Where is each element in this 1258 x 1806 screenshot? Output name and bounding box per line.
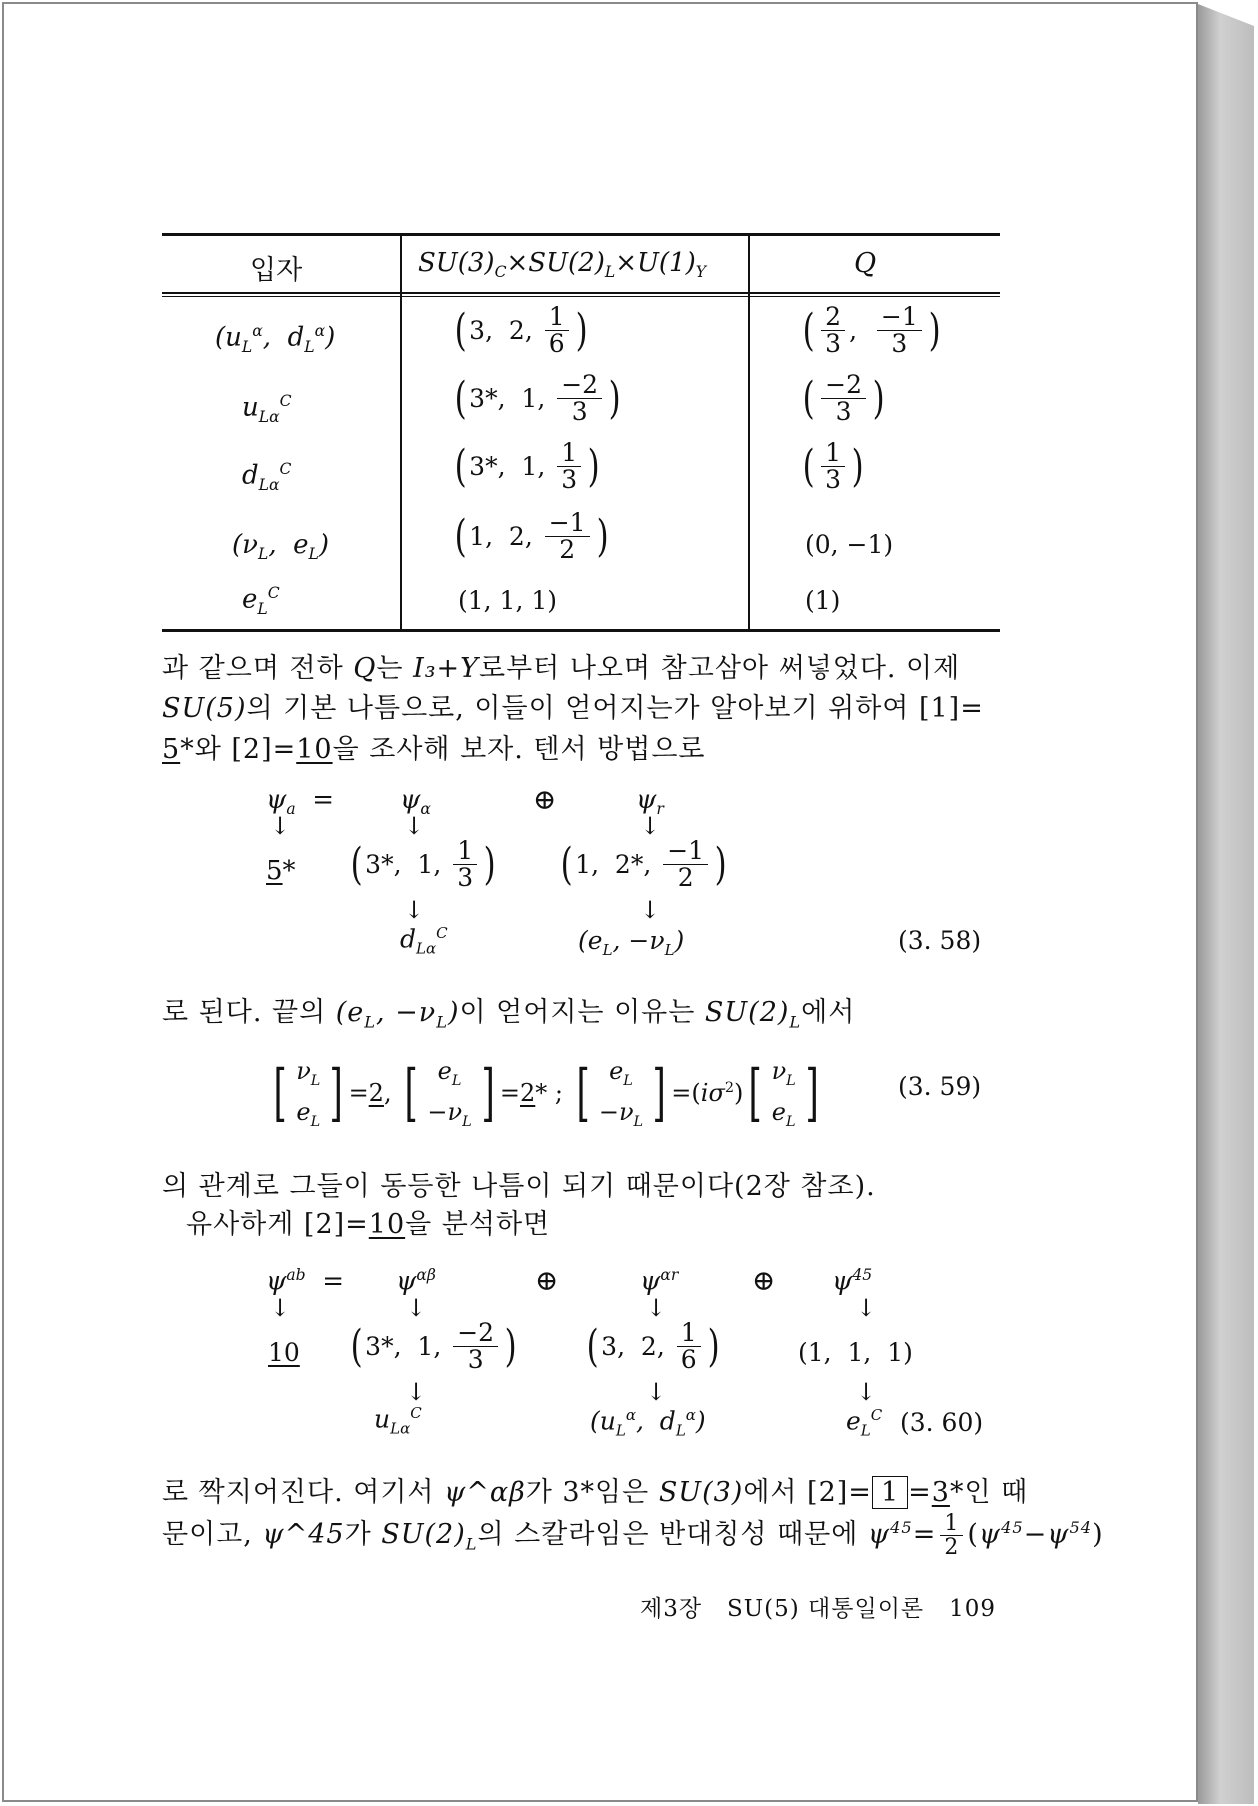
equation-3-59: [ $\nu_L$ $e_L$ ] =2, [ $e_L$ $-\nu_L$ ] =2* ; [ $e_L$ $-\nu_L$ ] $=(i\sigma^2)$ [ $\nu_L$ $e_L$ ] <box>273 1055 819 1130</box>
table-col-divider-2 <box>748 236 750 629</box>
footer-chapter: 제3장 <box>640 1596 703 1622</box>
rep-lepton-doublet: ( 1 , 2 , $\frac{-1}{2}$ ) <box>454 508 609 565</box>
paragraph-2: 로 된다. 끝의 ($e_L$, $-\nu_L$)이 얻어지는 이유는 $SU(2)_L$에서 <box>162 997 856 1032</box>
equation-number-3-58: (3. 58) <box>898 926 982 955</box>
paragraph-4: 유사하게 [2]=10을 분석하면 <box>186 1209 551 1240</box>
charge-lepton-doublet: (0, −1) <box>805 530 894 559</box>
rep-positron: (1, 1, 1) <box>458 586 558 615</box>
charge-quark-doublet: ( $\frac{2}{3}$ , $\frac{-1}{3}$ ) <box>802 302 941 359</box>
particle-positron: $e_L^C$ <box>242 584 280 618</box>
paragraph-5-line-2: 문이고, ψ^45가 $SU(2)_L$의 스칼라임은 반대칭성 때문에 $\psi^{45}=$ $\frac{1}{2}$ $(\psi^{45}-\psi^{54})$ <box>162 1511 1104 1561</box>
page-footer <box>640 1590 996 1623</box>
footer-title: SU(5) 대통일이론 <box>727 1596 925 1622</box>
header-symmetry: $SU(3)_C\times SU(2)_L\times U(1)_Y$ <box>418 248 707 282</box>
header-charge: Q <box>854 248 877 279</box>
paragraph-5-line-1: 로 짝지어진다. 여기서 ψ^αβ가 3*임은 SU(3)에서 [2]= 1 =3*인 때 <box>162 1477 1029 1508</box>
paragraph-1-line-2: SU(5)의 기본 나틈으로, 이들이 얻어지는가 알아보기 위하여 [1]= <box>162 693 984 724</box>
charge-positron: (1) <box>805 586 841 615</box>
table-col-divider-1 <box>400 236 402 629</box>
page-edge <box>1198 4 1254 1804</box>
paragraph-1-line-1: 과 같으며 전하 Q는 I₃+Y로부터 나오며 참고삼아 써넣었다. 이제 <box>162 653 961 684</box>
rep-down-antiquark: ( 3* , 1 , $\frac{1}{3}$ ) <box>454 438 600 495</box>
particle-lepton-doublet: ($\nu_L$, $e_L$) <box>232 530 330 564</box>
paragraph-1-line-3: 5*와 [2]=10을 조사해 보자. 텐서 방법으로 <box>162 734 706 765</box>
charge-down-antiquark: ( $\frac{1}{3}$ ) <box>802 438 864 495</box>
equation-number-3-60: (3. 60) <box>900 1408 984 1437</box>
header-particle: 입자 <box>250 255 303 286</box>
particle-quark-doublet: ($u_L^\alpha$, $d_L^\alpha$) <box>215 322 336 356</box>
particle-down-antiquark: $d_{L\alpha}^C$ <box>242 460 292 494</box>
rep-up-antiquark: ( 3* , 1 , $\frac{-2}{3}$ ) <box>454 370 621 427</box>
page-number: 109 <box>949 1596 996 1622</box>
equation-number-3-59: (3. 59) <box>898 1072 982 1101</box>
table-bottom-rule <box>162 629 1000 632</box>
particle-up-antiquark: $u_{L\alpha}^C$ <box>242 392 292 426</box>
table-top-rule <box>162 233 1000 236</box>
rep-quark-doublet: ( 3 , 2 , $\frac{1}{6}$ ) <box>454 302 588 359</box>
charge-up-antiquark: ( $\frac{-2}{3}$ ) <box>802 370 885 427</box>
table-header-rule <box>162 292 1000 294</box>
paragraph-3: 의 관계로 그들이 동등한 나틈이 되기 때문이다(2장 참조). <box>162 1171 876 1202</box>
table-header-rule-2 <box>162 296 1000 297</box>
